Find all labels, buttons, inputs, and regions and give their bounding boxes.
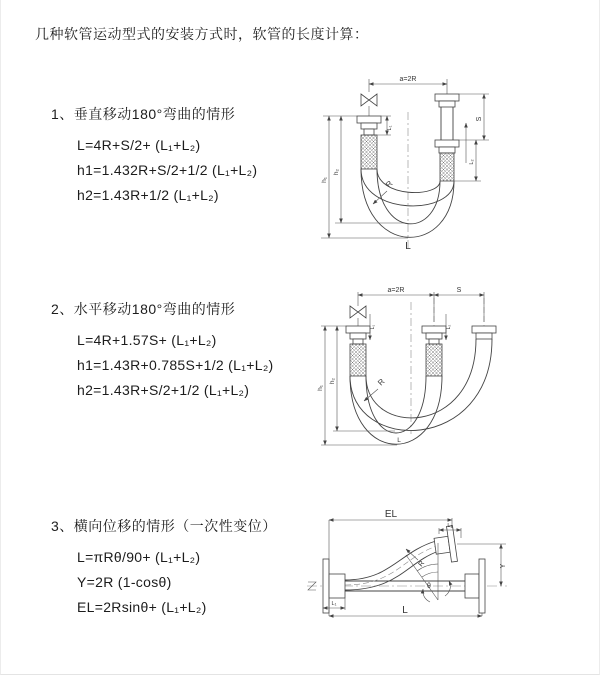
page-title: 几种软管运动型式的安装方式时，软管的长度计算：	[35, 26, 369, 42]
diagram-lateral-displacement	[299, 498, 599, 663]
section-horizontal-movement	[51, 299, 274, 403]
formula-line: L=4R+S/2+ (L₁+L₂)	[77, 137, 201, 153]
hose-curve	[350, 376, 442, 444]
dim-label-a2r: a=2R	[387, 287, 405, 294]
dim-label-l2: L₂	[446, 324, 452, 330]
hose-curve	[377, 169, 440, 224]
hose-curve	[366, 339, 476, 418]
formula-list	[77, 328, 274, 403]
valve-icon	[361, 94, 377, 116]
diagram-vertical-180-bend	[307, 68, 547, 258]
dim-label-el: EL	[384, 509, 398, 520]
section-heading: 1、垂直移动180°弯曲的情形	[51, 106, 236, 122]
formula-line: h2=1.43R+1/2 (L₁+L₂)	[77, 187, 219, 203]
dim-label-a2r: a=2R	[399, 76, 417, 83]
dim-label-l2: L₂	[447, 523, 453, 529]
dim-label-s: S	[456, 287, 462, 294]
dim-label-r: R	[384, 179, 395, 190]
formula-line: Y=2R (1-cosθ)	[77, 574, 172, 590]
dim-label-h1: h₁	[321, 177, 328, 183]
section-heading: 2、水平移动180°弯曲的情形	[51, 301, 236, 317]
dim-label-l2: L₂	[469, 159, 475, 165]
angle-arrow	[445, 581, 450, 596]
dim-label-y: Y	[500, 563, 507, 569]
right-fitting	[472, 326, 496, 339]
right-fitting	[435, 94, 459, 181]
dim-label-h2: h₂	[329, 377, 336, 385]
dim-label-h2: h₂	[333, 168, 340, 176]
formula-line: L=πRθ/90+ (L₁+L₂)	[77, 549, 201, 565]
dim-label-theta: θ	[427, 583, 431, 590]
formula-line: h1=1.43R+0.785S+1/2 (L₁+L₂)	[77, 357, 274, 373]
formula-line: h1=1.432R+S/2+1/2 (L₁+L₂)	[77, 162, 258, 178]
dim-label-l1: L₁	[370, 324, 376, 330]
dim-label-l1: L₁	[331, 601, 337, 607]
section-vertical-movement	[51, 104, 257, 208]
hose-curve	[345, 541, 436, 580]
right-flange	[465, 559, 485, 613]
extension-line	[358, 292, 484, 322]
dim-label-r: R	[376, 377, 387, 388]
middle-fitting	[422, 326, 446, 376]
valve-icon	[350, 306, 366, 326]
left-fitting	[357, 116, 381, 169]
centerline	[434, 298, 484, 326]
formula-list	[77, 545, 277, 620]
braided-hose	[426, 344, 442, 376]
dim-label-r: R	[417, 559, 427, 569]
hose-curve	[366, 376, 426, 433]
angle-lines	[406, 543, 438, 600]
braided-hose	[361, 135, 377, 169]
dim-label-l: L	[402, 605, 408, 616]
formula-line: h2=1.43R+S/2+1/2 (L₁+L₂)	[77, 382, 250, 398]
formula-line: EL=2Rsinθ+ (L₁+L₂)	[77, 599, 207, 615]
dim-label-s: S	[476, 116, 483, 122]
braided-hose	[350, 344, 366, 376]
diagram-horizontal-180-bend	[307, 282, 557, 477]
braided-hose	[440, 153, 454, 181]
left-fitting	[346, 326, 370, 376]
formula-list	[77, 133, 257, 208]
formula-line: L=4R+1.57S+ (L₁+L₂)	[77, 332, 217, 348]
radius-leader	[364, 389, 378, 401]
section-lateral-displacement	[51, 516, 277, 620]
dim-label-l: L	[397, 437, 401, 444]
dim-label-h1: h₁	[317, 385, 324, 391]
dim-label-l1: L₁	[387, 125, 393, 131]
section-heading: 3、横向位移的情形（一次性变位）	[51, 518, 277, 534]
dim-label-l: L	[405, 241, 411, 252]
upper-flange	[433, 526, 458, 564]
